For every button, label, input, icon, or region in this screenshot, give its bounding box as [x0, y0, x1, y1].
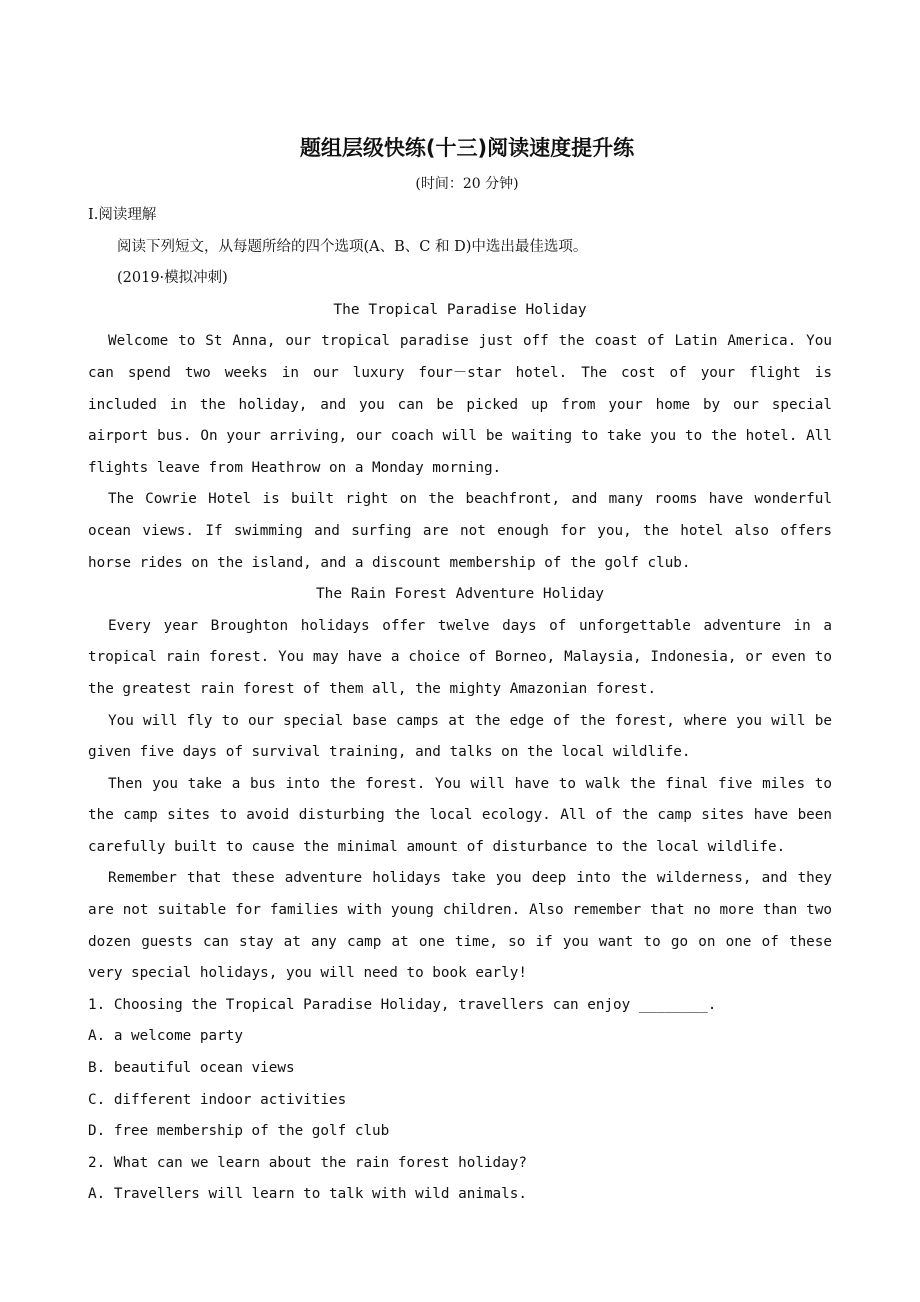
- paragraph-3: Every year Broughton holidays offer twelve days of unforgettable adventure in a tropical rain forest. You may have a choice of Borneo, Malaysia, Indonesia, or even to the greatest rain forest of them all, the mighty Amazonian forest.: [88, 617, 832, 697]
- time-limit: (时间：20 分钟): [415, 176, 519, 192]
- question-1-option-d: D. free membership of the golf club: [88, 1123, 390, 1140]
- document-page: [88, 128, 832, 1211]
- section-heading: Ⅰ.阅读理解: [88, 207, 157, 223]
- paragraph-6: Remember that these adventure holidays take you deep into the wilderness, and they are not suitable for families with young children. Also remember that no more than two dozen guests can stay at any camp at one time, so if you want to go on one of these very special holidays, you will need to book early!: [88, 870, 832, 982]
- question-2-stem: 2. What can we learn about the rain forest holiday?: [88, 1154, 527, 1171]
- paragraph-1: Welcome to St Anna, our tropical paradise just off the coast of Latin America. You can spend two weeks in our luxury four－star hotel. The cost of your flight is included in the holiday, and you can be picked up from your home by our special airport bus. On your arriving, our coach will be waiting to take you to the hotel. All flights leave from Heathrow on a Monday morning.: [88, 333, 832, 476]
- question-1-option-b: B. beautiful ocean views: [88, 1060, 295, 1077]
- passage-title-1: The Tropical Paradise Holiday: [333, 301, 587, 318]
- paragraph-2: The Cowrie Hotel is built right on the beachfront, and many rooms have wonderful ocean views. If swimming and surfing are not enough for you, the hotel also offers horse rides on the island, and a discount membership of the golf club.: [88, 491, 832, 571]
- question-1-option-c: C. different indoor activities: [88, 1091, 347, 1108]
- question-2-option-a: A. Travellers will learn to talk with wild animals.: [88, 1186, 527, 1203]
- source-note: (2019·模拟冲刺): [117, 270, 228, 287]
- paragraph-4: You will fly to our special base camps at the edge of the forest, where you will be given five days of survival training, and talks on the local wildlife.: [88, 712, 832, 761]
- paragraph-5: Then you take a bus into the forest. You will have to walk the final five miles to the camp sites to avoid disturbing the local ecology. All of the camp sites have been carefully built to cause the minimal amount of disturbance to the local wildlife.: [88, 775, 832, 855]
- page-title: 题组层级快练(十三)阅读速度提升练: [299, 136, 635, 160]
- instruction-text: 阅读下列短文，从每题所给的四个选项(A、B、C 和 D)中选出最佳选项。: [117, 238, 588, 255]
- question-1-stem: 1. Choosing the Tropical Paradise Holiday, travellers can enjoy ________.: [88, 996, 717, 1013]
- passage-title-2: The Rain Forest Adventure Holiday: [315, 586, 605, 603]
- question-1-option-a: A. a welcome party: [88, 1028, 243, 1045]
